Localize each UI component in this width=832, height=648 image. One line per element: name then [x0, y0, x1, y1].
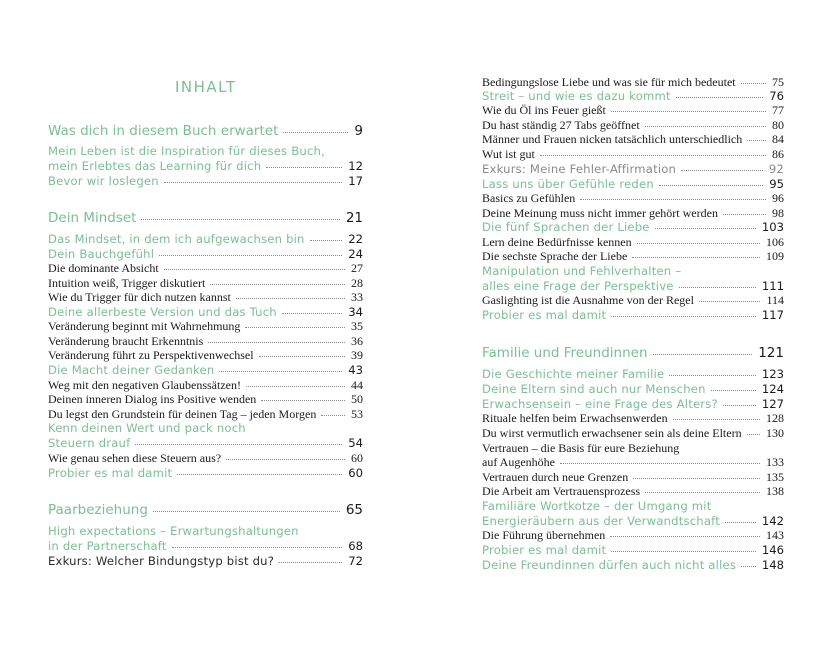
entry-title: Das Mindset, in dem ich aufgewachsen bin	[48, 232, 305, 246]
toc-entry	[48, 290, 363, 305]
page-number: 114	[766, 293, 784, 307]
page-number: 76	[769, 89, 784, 103]
page-number: 92	[768, 162, 784, 176]
page-number: 121	[758, 345, 784, 361]
dot-leader	[659, 185, 763, 186]
toc-entry	[482, 426, 784, 441]
page-number: 130	[766, 426, 784, 440]
entry-title: Familiäre Wortkotze – der Umgang mit	[482, 499, 712, 513]
page-number: 95	[769, 177, 784, 191]
page-number: 60	[348, 466, 363, 480]
toc-entry	[482, 293, 784, 308]
entry-title: Probier es mal damit	[48, 466, 173, 480]
entry-title: alles eine Frage der Perspektive	[482, 279, 674, 293]
page-number: 103	[761, 220, 784, 234]
entry-title: Deine allerbeste Version und das Tuch	[48, 305, 277, 319]
dot-leader	[723, 214, 766, 215]
entry-title: Manipulation und Fehlverhalten –	[482, 264, 682, 278]
dot-leader	[153, 511, 340, 512]
chapter-heading	[48, 210, 363, 226]
entry-title: Du wirst vermutlich erwachsener sein als deine Eltern	[482, 426, 742, 440]
entry-title: Veränderung beginnt mit Wahrnehmung	[48, 319, 241, 333]
entry-title: Dein Bauchgefühl	[48, 247, 155, 261]
entry-title: Die Geschichte meiner Familie	[482, 367, 665, 381]
page-number: 77	[772, 103, 784, 117]
dot-leader	[673, 419, 760, 420]
toc-entry	[482, 558, 784, 572]
toc-entry	[48, 174, 363, 188]
dot-leader	[632, 257, 760, 258]
page-number: 127	[761, 397, 784, 411]
page-number: 24	[348, 247, 363, 261]
page-number: 133	[766, 455, 784, 469]
toc-entry	[482, 543, 784, 557]
toc-entry	[48, 159, 363, 173]
entry-title: Was dich in diesem Buch erwartet	[48, 123, 279, 139]
toc-entry	[48, 319, 363, 334]
entry-title: Rituale helfen beim Erwachsenwerden	[482, 411, 668, 425]
toc-entry	[482, 528, 784, 543]
entry-title: Kenn deinen Wert und pack noch	[48, 421, 246, 435]
dot-leader	[725, 522, 756, 523]
page-number: 12	[348, 159, 363, 173]
toc-entry	[48, 436, 363, 450]
chapter-heading	[48, 123, 363, 139]
page-number: 65	[345, 502, 363, 518]
dot-leader	[236, 298, 345, 299]
dot-leader	[699, 301, 760, 302]
dot-leader	[655, 228, 756, 229]
entry-title: Du legst den Grundstein für deinen Tag – jeden Morgen	[48, 407, 317, 421]
dot-leader	[208, 342, 345, 343]
toc-entry	[482, 191, 784, 206]
dot-leader	[283, 132, 348, 133]
toc-entry	[482, 367, 784, 381]
toc-entry	[482, 89, 784, 103]
entry-title: Bevor wir loslegen	[48, 174, 159, 188]
toc-entry	[482, 206, 784, 221]
toc-entry	[48, 554, 363, 568]
entry-title: mein Erlebtes das Learning für dich	[48, 159, 262, 173]
entry-title: Veränderung braucht Erkenntnis	[48, 334, 204, 348]
dot-leader	[164, 269, 345, 270]
page-number: 123	[761, 367, 784, 381]
contents-title: INHALT	[175, 78, 237, 96]
page-number: 60	[351, 451, 363, 465]
entry-title: Exkurs: Welcher Bindungstyp bist du?	[48, 554, 275, 568]
page-number: 96	[772, 191, 784, 205]
toc-entry	[48, 276, 363, 291]
page-number: 128	[766, 411, 784, 425]
toc-entry	[48, 524, 363, 538]
entry-title: Erwachsensein – eine Frage des Alters?	[482, 397, 718, 411]
dot-leader	[611, 316, 756, 317]
dot-leader	[560, 463, 760, 464]
entry-title: Die sechste Sprache der Liebe	[482, 249, 628, 263]
entry-title: Du hast ständig 27 Tabs geöffnet	[482, 118, 640, 132]
entry-title: Paarbeziehung	[48, 502, 148, 518]
chapter-heading	[48, 502, 363, 518]
dot-leader	[177, 474, 342, 475]
toc-entry	[48, 348, 363, 363]
dot-leader	[321, 415, 345, 416]
toc-entry	[482, 220, 784, 234]
entry-title: Lern deine Bedürfnisse kennen	[482, 235, 632, 249]
entry-title: Die dominante Absicht	[48, 261, 159, 275]
dot-leader	[159, 255, 342, 256]
entry-title: Männer und Frauen nicken tatsächlich unterschiedlich	[482, 132, 743, 146]
toc-entry	[482, 308, 784, 322]
entry-title: Intuition weiß, Trigger diskutiert	[48, 276, 206, 290]
dot-leader	[210, 284, 345, 285]
page-number: 138	[766, 484, 784, 498]
page-number: 50	[351, 392, 363, 406]
dot-leader	[172, 547, 343, 548]
toc-entry	[482, 279, 784, 293]
toc-entry	[482, 249, 784, 264]
dot-leader	[645, 126, 766, 127]
toc-entry	[48, 305, 363, 319]
page-number: 72	[348, 554, 363, 568]
entry-title: Veränderung führt zu Perspektivenwechsel	[48, 348, 254, 362]
dot-leader	[747, 140, 766, 141]
toc-entry	[48, 539, 363, 553]
dot-leader	[723, 405, 756, 406]
dot-leader	[633, 478, 760, 479]
page-number: 39	[351, 348, 363, 362]
dot-leader	[741, 566, 756, 567]
entry-title: Vertrauen durch neue Grenzen	[482, 470, 629, 484]
entry-title: Exkurs: Meine Fehler-Affirmation	[482, 162, 677, 176]
page-number: 124	[761, 382, 784, 396]
chapter-heading	[482, 345, 784, 361]
toc-entry	[48, 232, 363, 246]
page-number: 17	[348, 174, 363, 188]
entry-title: Deine Freundinnen dürfen auch nicht alles	[482, 558, 737, 572]
dot-leader	[711, 390, 756, 391]
dot-leader	[141, 219, 339, 220]
dot-leader	[226, 459, 345, 460]
dot-leader	[246, 386, 345, 387]
toc-entry	[482, 235, 784, 250]
page-number: 35	[351, 319, 363, 333]
dot-leader	[261, 400, 345, 401]
page-number: 106	[766, 235, 784, 249]
toc-entry	[482, 75, 784, 90]
page-number: 9	[354, 123, 363, 139]
dot-leader	[279, 562, 342, 563]
entry-title: in der Partnerschaft	[48, 539, 167, 553]
page-number: 43	[348, 363, 363, 377]
dot-leader	[310, 240, 343, 241]
dot-leader	[747, 434, 760, 435]
entry-title: Die fünf Sprachen der Liebe	[482, 220, 650, 234]
page-number: 21	[345, 210, 363, 226]
dot-leader	[580, 199, 766, 200]
entry-title: Probier es mal damit	[482, 543, 607, 557]
page-number: 44	[351, 378, 363, 392]
toc-entry	[48, 466, 363, 480]
toc-entry	[48, 334, 363, 349]
dot-leader	[611, 111, 766, 112]
dot-leader	[135, 444, 342, 445]
entry-title: Lass uns über Gefühle reden	[482, 177, 654, 191]
entry-title: High expectations – Erwartungshaltungen	[48, 524, 299, 538]
entry-title: Deinen inneren Dialog ins Positive wenden	[48, 392, 257, 406]
toc-entry	[48, 451, 363, 466]
toc-entry	[48, 247, 363, 261]
page-number: 53	[351, 407, 363, 421]
dot-leader	[540, 155, 766, 156]
entry-title: Basics zu Gefühlen	[482, 191, 576, 205]
entry-title: Wie genau sehen diese Steuern aus?	[48, 451, 222, 465]
toc-entry	[482, 514, 784, 528]
toc-entry	[48, 421, 363, 435]
page-number: 36	[351, 334, 363, 348]
entry-title: Dein Mindset	[48, 210, 137, 226]
page-number: 80	[772, 118, 784, 132]
dot-leader	[669, 375, 756, 376]
dot-leader	[679, 287, 756, 288]
dot-leader	[259, 356, 345, 357]
toc-entry	[482, 455, 784, 470]
page-number: 117	[761, 308, 784, 322]
toc-entry	[48, 407, 363, 422]
toc-entry	[482, 441, 784, 456]
dot-leader	[637, 243, 760, 244]
page-number: 84	[772, 132, 784, 146]
entry-title: Wut ist gut	[482, 147, 535, 161]
entry-title: Die Arbeit am Vertrauensprozess	[482, 484, 641, 498]
entry-title: Wie du Trigger für dich nutzen kannst	[48, 290, 231, 304]
entry-title: Die Macht deiner Gedanken	[48, 363, 215, 377]
page-number: 68	[348, 539, 363, 553]
entry-title: Familie und Freundinnen	[482, 345, 648, 361]
dot-leader	[741, 83, 766, 84]
toc-entry	[48, 261, 363, 276]
entry-title: Die Führung übernehmen	[482, 528, 606, 542]
toc-entry	[48, 378, 363, 393]
entry-title: Deine Meinung muss nicht immer gehört werden	[482, 206, 718, 220]
toc-entry	[482, 162, 784, 176]
page-number: 86	[772, 147, 784, 161]
toc-entry	[48, 363, 363, 377]
toc-entry	[48, 392, 363, 407]
entry-title: Wie du Öl ins Feuer gießt	[482, 103, 606, 117]
page-number: 28	[351, 276, 363, 290]
dot-leader	[611, 551, 756, 552]
entry-title: auf Augenhöhe	[482, 455, 555, 469]
toc-entry	[482, 264, 784, 278]
toc-entry	[482, 382, 784, 396]
toc-entry	[482, 147, 784, 162]
dot-leader	[653, 354, 753, 355]
page-number: 148	[761, 558, 784, 572]
toc-entry	[482, 470, 784, 485]
entry-title: Deine Eltern sind auch nur Menschen	[482, 382, 706, 396]
entry-title: Mein Leben ist die Inspiration für dieses Buch,	[48, 144, 325, 158]
page-number: 27	[351, 261, 363, 275]
dot-leader	[266, 167, 342, 168]
dot-leader	[282, 313, 342, 314]
dot-leader	[610, 536, 760, 537]
dot-leader	[676, 97, 764, 98]
entry-title: Bedingungslose Liebe und was sie für mich bedeutet	[482, 75, 736, 89]
entry-title: Weg mit den negativen Glaubenssätzen!	[48, 378, 241, 392]
page-number: 109	[766, 249, 784, 263]
toc-entry	[482, 132, 784, 147]
dot-leader	[164, 182, 342, 183]
toc-entry	[482, 411, 784, 426]
entry-title: Streit – und wie es dazu kommt	[482, 89, 671, 103]
page-number: 22	[348, 232, 363, 246]
page-number: 33	[351, 290, 363, 304]
toc-entry	[482, 118, 784, 133]
toc-entry	[482, 499, 784, 513]
dot-leader	[219, 371, 342, 372]
toc-entry	[48, 144, 363, 158]
page-number: 143	[766, 528, 784, 542]
page-number: 135	[766, 470, 784, 484]
toc-entry	[482, 484, 784, 499]
dot-leader	[681, 170, 763, 171]
dot-leader	[645, 492, 760, 493]
entry-title: Vertrauen – die Basis für eure Beziehung	[482, 441, 680, 455]
toc-entry	[482, 103, 784, 118]
page-number: 54	[348, 436, 363, 450]
entry-title: Energieräubern aus der Verwandtschaft	[482, 514, 720, 528]
toc-entry	[482, 397, 784, 411]
page-number: 34	[348, 305, 363, 319]
page-number: 142	[761, 514, 784, 528]
page-number: 75	[772, 75, 784, 89]
toc-entry	[482, 177, 784, 191]
page-number: 146	[761, 543, 784, 557]
page-number: 98	[772, 206, 784, 220]
entry-title: Probier es mal damit	[482, 308, 607, 322]
entry-title: Gaslighting ist die Ausnahme von der Regel	[482, 293, 694, 307]
dot-leader	[245, 327, 345, 328]
page-number: 111	[761, 279, 784, 293]
entry-title: Steuern drauf	[48, 436, 131, 450]
